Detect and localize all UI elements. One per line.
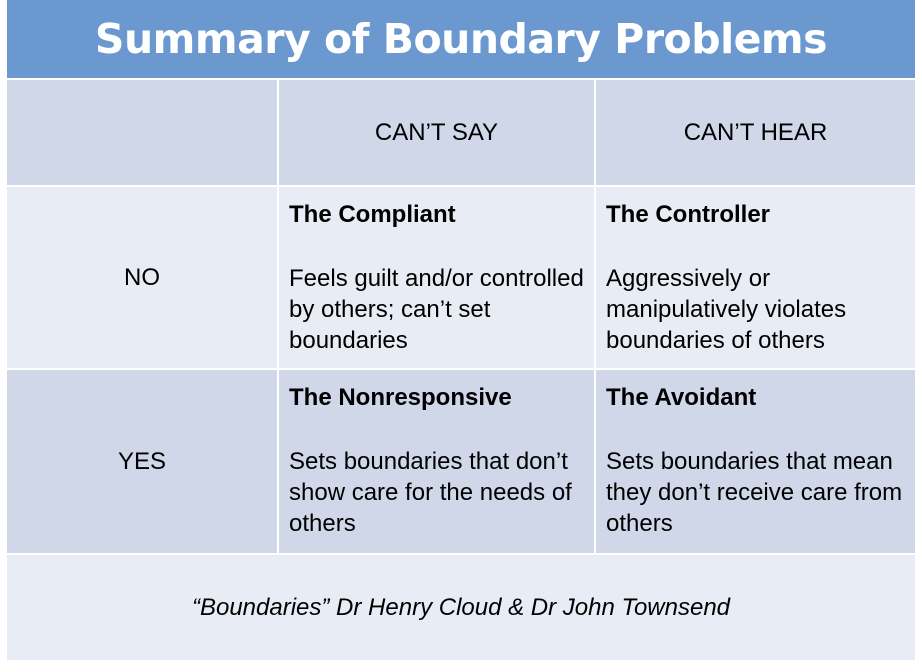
boundary-table: [7, 80, 915, 553]
column-header-cant-hear: [594, 80, 915, 185]
cell-heading: The Compliant: [289, 201, 456, 228]
table-corner-cell: [7, 80, 277, 185]
cell-description: Sets boundaries that don’t show care for the needs of others: [289, 448, 572, 537]
cell-nonresponsive: [277, 368, 594, 553]
cell-compliant: [277, 185, 594, 368]
cell-heading: The Avoidant: [606, 384, 757, 411]
column-header-label: CAN’T SAY: [374, 118, 499, 146]
slide-title: Summary of Boundary Problems: [7, 0, 915, 78]
row-label-yes: [7, 368, 277, 553]
cell-description: Feels guilt and/or controlled by others; can’t set boundaries: [289, 265, 584, 354]
row-label: NO: [124, 263, 160, 291]
row-label-no: [7, 185, 277, 368]
cell-controller: [594, 185, 915, 368]
citation-text: “Boundaries” Dr Henry Cloud & Dr John Townsend: [191, 593, 731, 621]
column-header-label: CAN’T HEAR: [683, 118, 828, 146]
cell-description: Aggressively or manipulatively violates boundaries of others: [606, 265, 847, 354]
cell-heading: The Nonresponsive: [289, 384, 512, 411]
cell-avoidant: [594, 368, 915, 553]
source-citation: [7, 555, 915, 660]
cell-description: Sets boundaries that mean they don’t receive care from others: [606, 448, 903, 537]
row-label: YES: [117, 447, 167, 475]
cell-heading: The Controller: [606, 201, 771, 228]
column-header-cant-say: [277, 80, 594, 185]
